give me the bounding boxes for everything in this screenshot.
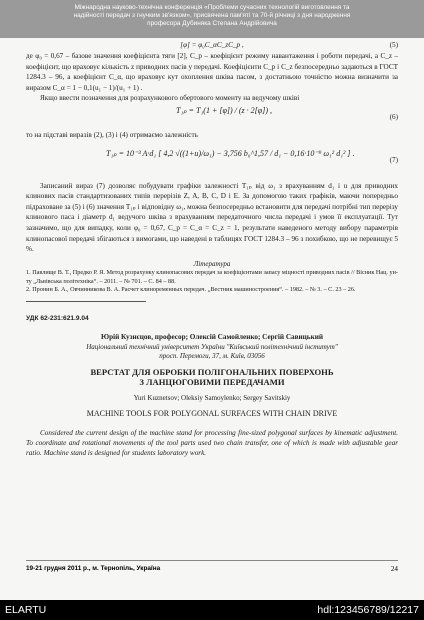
paragraph-3: то на підставі виразів (2), (3) і (4) отримаємо залежність [26,130,198,139]
paragraph-2: Якщо ввести позначення для розрахункового обертового моменту на ведучому шківі [40,94,300,103]
page-number: 24 [390,565,398,573]
equation-6-number: (6) [389,112,398,121]
udc-code: УДК 62-231:621.9.04 [26,314,89,322]
equation-7-formula: T₁ₚ = 10⁻³ A·d₁ [ 4,2 √((1+u)/ω₁) − 3,756 b₀^1,57 / d₁ − 0,16·10⁻⁹ ω₁² d₁² ] . [106,148,355,158]
reference-2: 2. Пронин Б. А., Овчинникова В. А. Расчет клиноременных передач. „Вестник машиностроения“. – 1982. – № 3. – С. 23 – 26. [26,286,356,294]
page-content [26,38,398,458]
header-line-3: професора Дубиняка Степана Андрійовича [147,20,277,28]
equation-5 [26,40,398,51]
equation-7 [26,141,398,181]
equation-6 [26,104,398,130]
equation-5-formula: [φ] = φ₀C_αC_zC_p , [180,41,244,49]
equation-6-formula: T₁ₚ = T₁(1 + [φ]) / (z · 2[φ]) , [176,105,272,115]
page-footer [26,560,398,579]
header-line-1: Міжнародна науково-технічна конференція «Проблеми сучасних технологій виготовлення та [74,4,350,11]
reference-1: 1. Павлище В. Т., Предко Р. Я. Метод розрахунку клинопасових передач за коефіцієнтами запасу міцності приводних пасів // Вісник Нац. ун-ту „Львівська політехніка“. – 2011. – № 701. – С. 84 – 88. [26,269,398,285]
affiliation-line-1: Національний технічний університет України "Київський політехнічний інститут" [86,342,338,351]
article-authors-en: Yuri Kuznetsov; Oleksiy Samoylenko; Sergey Savitskiy [133,393,291,402]
article-title-en: MACHINE TOOLS FOR POLYGONAL SURFACES WITH CHAIN DRIVE [86,409,338,419]
viewer-status-bar [0,600,424,620]
references-title: Література [193,259,231,268]
paragraph-1: де φ₀ = 0,67 – базове значення коефіцієнта тяги [2], C_p – коефіцієнт режиму навантаження і роботи передачі, а C_z – коефіцієнт, що враховує кількість z приводних пасів у передачі. Коефіцієнти C_p і C_z безпосередньо задаються в ГОСТ 1284.3 – 96, а коефіцієнт C_α, що враховує кут охоплення шківа пасом, з достатньою точністю можна визначити за виразом C_α = 1 − 0,1(u₁ − 1)/(u₁ + 1) . [26,52,398,92]
equation-5-number: (5) [389,41,398,49]
repository-name: ELARTU [5,604,47,616]
section-divider [26,301,146,302]
header-line-2: надійності передач з гнучким зв'язком», присвячена пам'яті та 70-й річниці з дня народження [73,12,351,20]
paragraph-4: Записаний вираз (7) дозволяє побудувати графіки залежності T₁ₚ від ω₁ з врахуванням d₁ і u для приводних клинових пасів стандартизованих типів перерізів Z, A, B, C, D і E. За допомогою таких графіків, маючи попередньо підраховане за (5) і (6) значення T₁ₚ і відповідну ω₁, можна безпосередньо встановити для передачі потрібні тип перерізу клинового паса і діаметр d₁ ведучого шківа з врахуванням передаточного числа передачі і умов її експлуатації. Тут зазначимо, що для випадку, коли φ₀ = 0,67, C_p = C_α = C_z = 1, результати наведеного методу вибору параметрів клинопасової передачі збігаються з вимогами, що наведені в таблицях ГОСТ 1284.3 – 96 з похибкою, що не перевищує 5 %. [26,181,398,254]
abstract-text: Considered the current design of the machine stand for processing fine-sized polygonal surfaces by kinematic adjustment. To coordinate and rotational movements of the tool parts used two chain transfer, one of which is made with adjustable gear ratio. Machine stand is designed for students laboratory work. [26,428,398,457]
footer-date-place: 19-21 грудня 2011 р., м. Тернопіль, Україна [26,565,161,572]
article-authors: Юрій Кузнєцов, професор; Олексій Самойленко; Сергій Савицький [100,333,324,342]
conference-header [0,0,424,38]
article-title-ua-1: ВЕРСТАТ ДЛЯ ОБРОБКИ ПОЛІГОНАЛЬНИХ ПОВЕРХОНЬ [90,366,334,377]
article-title-ua-2: З ЛАНЦЮГОВИМИ ПЕРЕДАЧАМИ [139,376,285,387]
affiliation-line-2: просп. Перемоги, 37, м. Київ, 03056 [159,351,265,360]
equation-7-number: (7) [389,155,398,164]
handle-identifier[interactable]: hdl:123456789/12217 [317,604,419,616]
